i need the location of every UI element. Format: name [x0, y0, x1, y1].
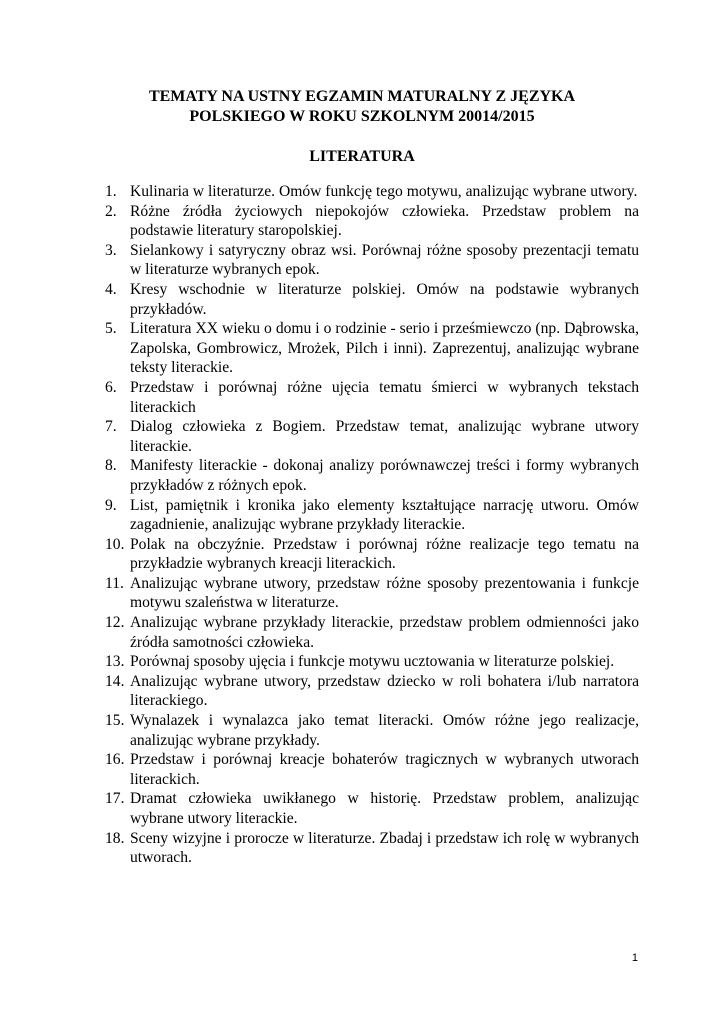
- list-item: [105, 417, 639, 456]
- topic-number: 17.: [105, 790, 125, 808]
- topic-number: 4.: [105, 280, 117, 298]
- section-heading: LITERATURA: [309, 148, 415, 165]
- topic-number: 8.: [105, 457, 117, 475]
- list-item: [105, 456, 639, 495]
- topic-text: Literatura XX wieku o domu i o rodzinie - serio i prześmiewczo (np. Dąbrowska, Zapolska, Gombrowicz, Mrożek, Pilch i inni). Zaprezentuj, analizując wybrane teksty literackie.: [130, 320, 639, 377]
- topic-text: Analizując wybrane utwory, przedstaw różne sposoby prezentowania i funkcje motywu szaleństwa w literaturze.: [130, 574, 639, 612]
- topic-number: 14.: [105, 672, 125, 690]
- topic-number: 3.: [105, 241, 117, 259]
- topic-text: Dramat człowieka uwikłanego w historię. Przedstaw problem, analizując wybrane utwory literackie.: [130, 790, 639, 827]
- list-item: [105, 319, 639, 378]
- topic-number: 16.: [105, 751, 125, 769]
- topic-text: Kulinaria w literaturze. Omów funkcję tego motywu, analizując wybrane utwory.: [130, 183, 638, 200]
- list-item: [105, 280, 639, 319]
- topic-number: 6.: [105, 378, 117, 396]
- topic-number: 5.: [105, 320, 117, 338]
- topic-text: Porównaj sposoby ujęcia i funkcje motywu ucztowania w literaturze polskiej.: [130, 653, 615, 671]
- list-item: [105, 182, 639, 202]
- topic-text: Analizując wybrane utwory, przedstaw dziecko w roli bohatera i/lub narratora literackiego.: [130, 672, 639, 710]
- topic-text: Sceny wizyjne i prorocze w literaturze. Zbadaj i przedstaw ich rolę w wybranych utworach.: [130, 829, 639, 867]
- topic-text: Analizując wybrane przykłady literackie, przedstaw problem odmienności jako źródła samotności człowieka.: [130, 614, 639, 651]
- list-item: [105, 652, 639, 672]
- topic-number: 18.: [105, 829, 125, 847]
- topic-number: 1.: [105, 183, 117, 200]
- topic-text: Dialog człowieka z Bogiem. Przedstaw temat, analizując wybrane utwory literackie.: [130, 418, 639, 455]
- topic-text: Polak na obczyźnie. Przedstaw i porównaj różne realizacje tego tematu na przykładzie wybranych kreacji literackich.: [130, 535, 639, 573]
- topic-text: Manifesty literackie - dokonaj analizy porównawczej treści i formy wybranych przykładów z różnych epok.: [130, 457, 639, 494]
- topic-number: 11.: [105, 574, 124, 592]
- page-number: 1: [631, 952, 638, 964]
- list-item: [105, 750, 639, 789]
- list-item: [105, 535, 639, 574]
- document-title: [100, 87, 624, 126]
- topic-number: 7.: [105, 418, 117, 436]
- topic-text: Kresy wschodnie w literaturze polskiej. Omów na podstawie wybranych przykładów.: [130, 280, 639, 318]
- topic-number: 13.: [105, 653, 125, 671]
- list-item: [105, 672, 639, 711]
- topic-text: Przedstaw i porównaj kreacje bohaterów tragicznych w wybranych utworach literackich.: [130, 751, 639, 788]
- list-item: [105, 613, 639, 652]
- topic-list: [105, 182, 639, 868]
- topic-number: 15.: [105, 712, 125, 730]
- list-item: [105, 202, 639, 241]
- topic-number: 9.: [105, 496, 117, 514]
- list-item: [105, 829, 639, 868]
- list-item: [105, 711, 639, 750]
- topic-number: 12.: [105, 614, 125, 632]
- list-item: [105, 789, 639, 828]
- title-line-1: TEMATY NA USTNY EGZAMIN MATURALNY Z JĘZYKA: [148, 88, 576, 105]
- list-item: [105, 496, 639, 535]
- topic-number: 10.: [105, 535, 125, 553]
- topic-text: Przedstaw i porównaj różne ujęcia tematu śmierci w wybranych tekstach literackich: [130, 378, 639, 416]
- topic-text: Wynalazek i wynalazca jako temat literacki. Omów różne jego realizacje, analizując wybrane przykłady.: [130, 712, 639, 749]
- list-item: [105, 241, 639, 280]
- topic-text: List, pamiętnik i kronika jako elementy kształtujące narrację utworu. Omów zagadnienie, analizując wybrane przykłady literackie.: [130, 496, 639, 534]
- title-line-2: POLSKIEGO W ROKU SZKOLNYM 20014/2015: [189, 107, 535, 125]
- list-item: [105, 574, 639, 613]
- topic-text: Różne źródła życiowych niepokojów człowieka. Przedstaw problem na podstawie literatury staropolskiej.: [130, 202, 639, 240]
- topic-text: Sielankowy i satyryczny obraz wsi. Porównaj różne sposoby prezentacji tematu w literaturze wybranych epok.: [130, 241, 639, 279]
- list-item: [105, 378, 639, 417]
- topic-number: 2.: [105, 202, 117, 220]
